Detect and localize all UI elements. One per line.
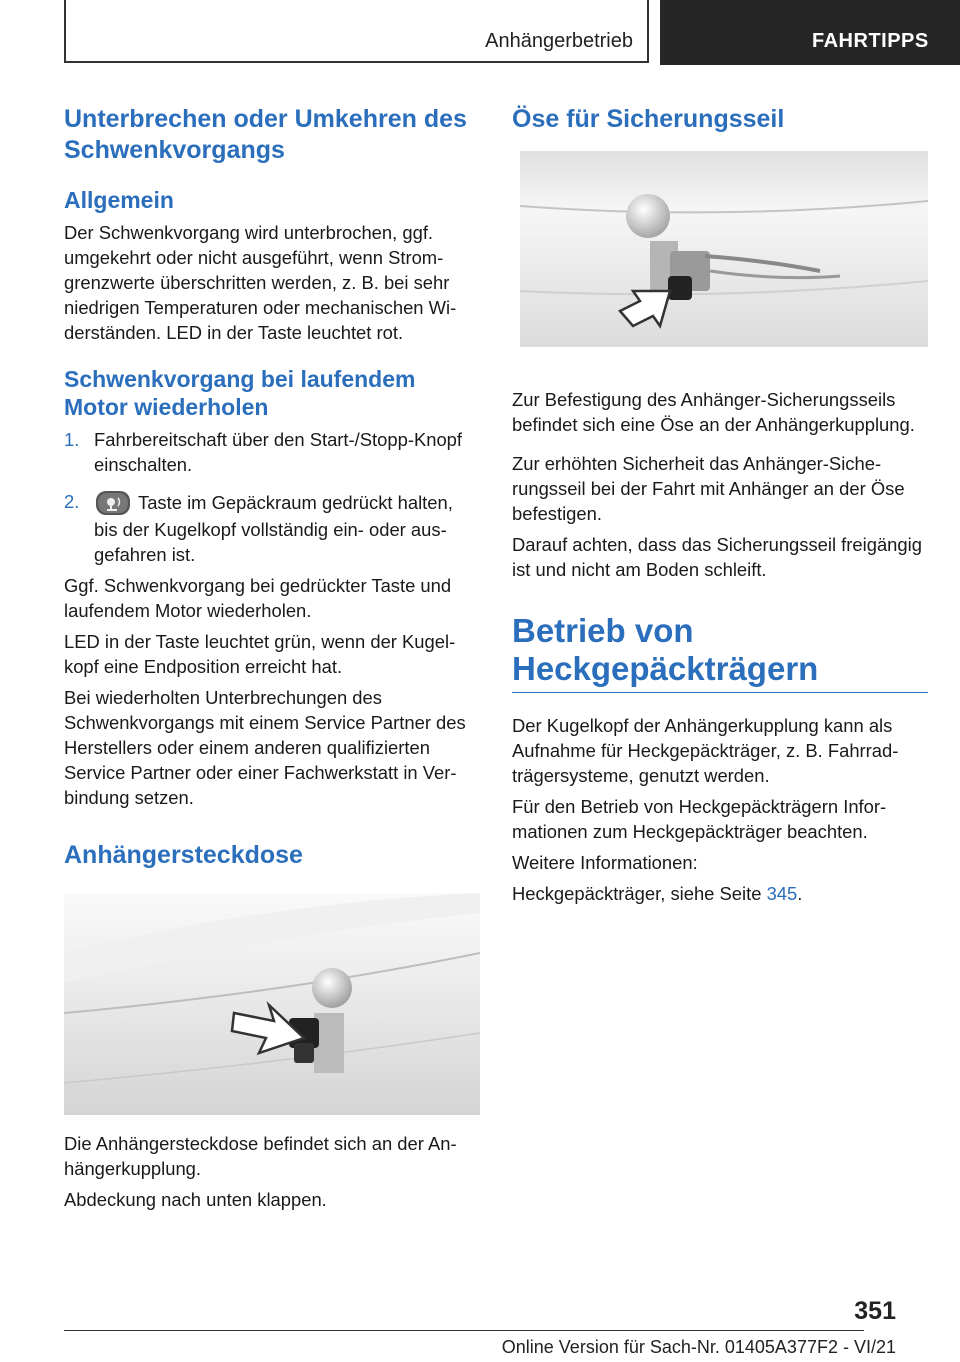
- heading-anhaengersteckdose: Anhängersteckdose: [64, 841, 303, 869]
- paragraph-service: Bei wiederholten Unterbrechungen des Schwenkvorgangs mit einem Service Partner des Herstellers oder einem anderen qualifizierten Service Partner oder einer Fachwerkstatt in Verbindung setzen.: [64, 687, 466, 808]
- header-chapter-box: [660, 0, 960, 65]
- chapter-title: FAHRTIPPS: [812, 30, 929, 52]
- trailer-hitch-button-icon: [94, 489, 132, 517]
- safety-eye-photo: [520, 151, 928, 347]
- left-column: [64, 104, 480, 1212]
- online-version-text: Online Version für Sach-Nr. 01405A377F2 - VI/21: [501, 1337, 896, 1357]
- header-section-box: [64, 0, 649, 63]
- seite-suffix: .: [797, 883, 803, 904]
- list-item: [64, 427, 480, 477]
- list-number: 1.: [64, 429, 80, 450]
- heading-betrieb: Betrieb von Heckgepäckträgern: [512, 612, 928, 693]
- heading-wiederholen: Schwenkvorgang bei laufendem Motor wiederholen: [64, 366, 416, 420]
- trailer-socket-photo: [64, 893, 480, 1115]
- paragraph-infos: Für den Betrieb von Heckgepäckträgern Informationen zum Heckgepäckträger beachten.: [512, 796, 887, 842]
- paragraph-abdeckung: Abdeckung nach unten klappen.: [64, 1189, 327, 1210]
- paragraph-kugelkopf: Der Kugelkopf der Anhängerkupplung kann als Aufnahme für Heckgepäckträger, z. B. Fahrradträgersysteme, genutzt werden.: [512, 715, 899, 786]
- paragraph-steckdose: Die Anhängersteckdose befindet sich an der Anhängerkupplung.: [64, 1133, 457, 1179]
- heading-unterbrechen: Unterbrechen oder Umkehren des Schwenkvorgangs: [64, 105, 467, 164]
- page-link-345[interactable]: 345: [766, 883, 798, 904]
- list-item: [64, 489, 480, 567]
- heading-allgemein: Allgemein: [64, 187, 174, 213]
- section-title: Anhängerbetrieb: [485, 30, 633, 52]
- paragraph-weitere: Weitere Informationen:: [512, 852, 698, 873]
- list-text: Taste im Gepäckraum gedrückt halten, bis der Kugelkopf vollständig ein- oder ausgefahren ist.: [94, 492, 453, 565]
- paragraph-befestigung: Zur Befestigung des Anhänger-Sicherungsseils befindet sich eine Öse an der Anhängerkupplung.: [512, 389, 915, 435]
- right-column: [512, 104, 928, 906]
- footer-divider: [64, 1330, 864, 1331]
- seite-prefix: Heckgepäckträger, siehe Seite: [512, 883, 767, 904]
- list-text: Fahrbereitschaft über den Start-/Stopp-Knopf einschalten.: [94, 429, 463, 475]
- paragraph-led: LED in der Taste leuchtet grün, wenn der Kugelkopf eine Endposition erreicht hat.: [64, 631, 456, 677]
- list-number: 2.: [64, 491, 80, 512]
- heading-oese: Öse für Sicherungsseil: [512, 105, 785, 133]
- paragraph-achten: Darauf achten, dass das Sicherungsseil freigängig ist und nicht am Boden schleift.: [512, 534, 922, 580]
- paragraph-allgemein: Der Schwenkvorgang wird unterbrochen, ggf. umgekehrt oder nicht ausgeführt, wenn Stromgrenzwerte überschritten werden, z. B. bei sehr niedrigen Temperaturen oder mechanischen Widerständen. LED in der Taste leuchtet rot.: [64, 222, 457, 343]
- paragraph-sicherheit: Zur erhöhten Sicherheit das Anhänger-Sicherungsseil bei der Fahrt mit Anhänger an der Öse befestigen.: [512, 453, 905, 524]
- paragraph-repeat: Ggf. Schwenkvorgang bei gedrückter Taste und laufendem Motor wiederholen.: [64, 575, 452, 621]
- page-number: 351: [854, 1297, 896, 1325]
- paragraph-seite: [512, 881, 928, 906]
